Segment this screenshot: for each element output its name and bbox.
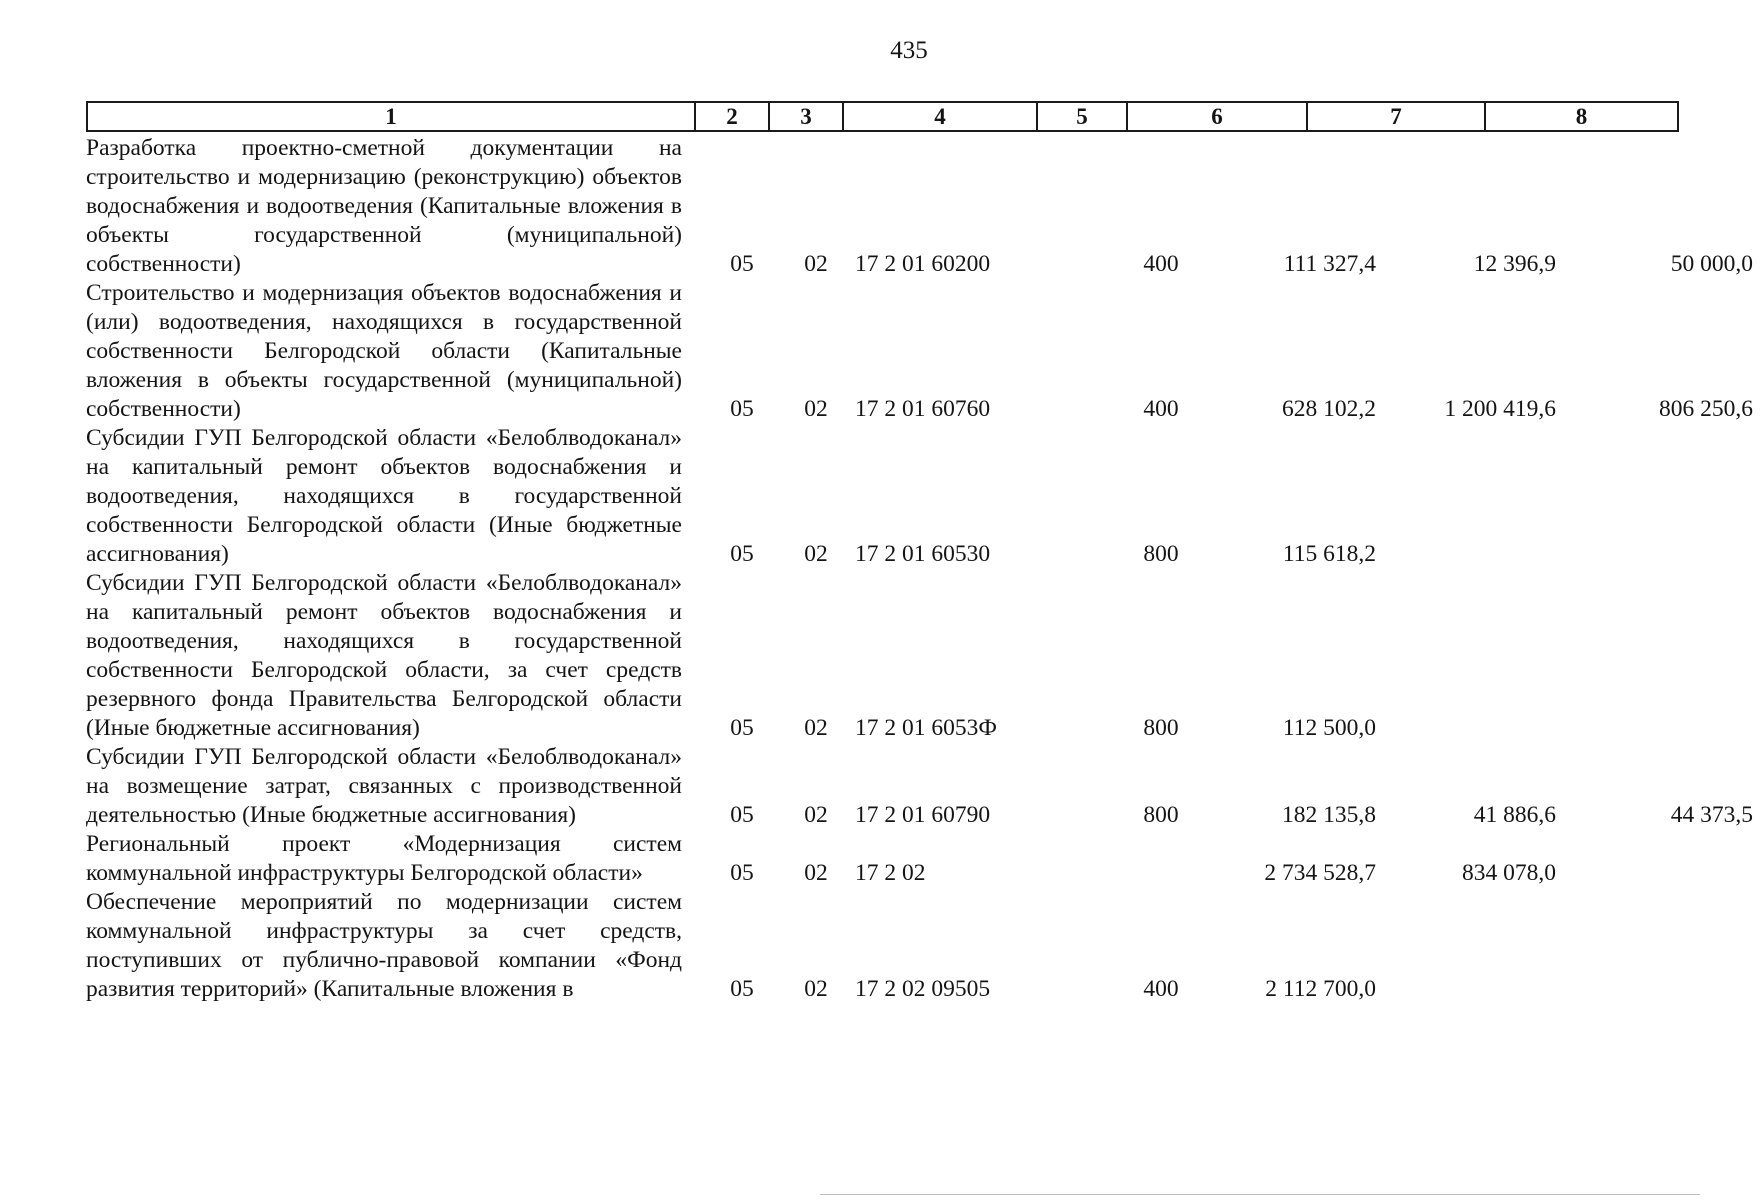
table-row: [86, 830, 1686, 888]
row-amount-col6: 628 102,2: [1282, 396, 1376, 422]
row-amount-col8: 806 250,6: [1659, 396, 1753, 422]
table-body: [86, 134, 1753, 1004]
column-header-3: 3: [769, 102, 843, 131]
row-description: Субсидии ГУП Белгородской области «Белоблводоканал» на возмещение затрат, связанных с производственной деятельностью (Иные бюджетные ассигнования): [86, 744, 682, 828]
column-header-8: 8: [1485, 102, 1678, 131]
row-target-article: 17 2 02 09505: [855, 976, 991, 1002]
row-subsection-code: 02: [804, 541, 828, 567]
row-target-article: 17 2 01 60530: [855, 541, 991, 567]
row-target-article: 17 2 01 60200: [855, 251, 991, 277]
row-expense-type: 400: [1143, 976, 1179, 1002]
table-row: [86, 134, 1753, 279]
table-row: [86, 888, 1686, 1004]
row-description: Строительство и модернизация объектов водоснабжения и (или) водоотведения, находящихся в государственной собственности Белгородской области (Капитальные вложения в объекты государственной (муниципальной) собственности): [86, 280, 682, 422]
row-description: Субсидии ГУП Белгородской области «Белоблводоканал» на капитальный ремонт объектов водоснабжения и водоотведения, находящихся в государственной собственности Белгородской области, за счет средств резервного фонда Правительства Белгородской области (Иные бюджетные ассигнования): [86, 570, 682, 741]
table-row: [86, 569, 1686, 743]
column-header-4: 4: [843, 102, 1037, 131]
page-number: 435: [890, 37, 928, 64]
row-section-code: 05: [730, 860, 754, 886]
row-expense-type: 800: [1143, 541, 1179, 567]
row-description: Субсидии ГУП Белгородской области «Белоблводоканал» на капитальный ремонт объектов водоснабжения и водоотведения, находящихся в государственной собственности Белгородской области (Иные бюджетные ассигнования): [86, 425, 682, 567]
table-row: [86, 279, 1753, 424]
row-section-code: 05: [730, 541, 754, 567]
row-amount-col6: 111 327,4: [1283, 251, 1376, 277]
column-header-7: 7: [1307, 102, 1485, 131]
row-target-article: 17 2 01 6053Ф: [855, 715, 997, 741]
row-amount-col7: 12 396,9: [1473, 251, 1556, 277]
row-target-article: 17 2 01 60760: [855, 396, 991, 422]
row-description: Региональный проект «Модернизация систем коммунальной инфраструктуры Белгородской области»: [86, 831, 682, 886]
row-amount-col8: 44 373,5: [1670, 802, 1753, 828]
row-section-code: 05: [730, 802, 754, 828]
row-subsection-code: 02: [804, 396, 828, 422]
column-header-1: 1: [87, 102, 695, 131]
table-header: [86, 101, 1679, 132]
row-subsection-code: 02: [804, 802, 828, 828]
row-amount-col7: 1 200 419,6: [1444, 396, 1556, 422]
row-expense-type: 800: [1143, 802, 1179, 828]
row-expense-type: 800: [1143, 715, 1179, 741]
row-section-code: 05: [730, 715, 754, 741]
table-row: [86, 424, 1686, 569]
row-amount-col6: 2 734 528,7: [1264, 860, 1376, 886]
row-amount-col6: 2 112 700,0: [1265, 976, 1376, 1002]
row-subsection-code: 02: [804, 860, 828, 886]
row-amount-col8: 50 000,0: [1670, 251, 1753, 277]
row-amount-col6: 115 618,2: [1282, 541, 1376, 567]
row-subsection-code: 02: [804, 251, 828, 277]
bottom-rule: [820, 1194, 1700, 1195]
row-target-article: 17 2 02: [855, 860, 926, 886]
table-row: [86, 743, 1753, 830]
column-header-2: 2: [695, 102, 769, 131]
row-amount-col7: 41 886,6: [1473, 802, 1556, 828]
row-section-code: 05: [730, 396, 754, 422]
row-section-code: 05: [730, 976, 754, 1002]
row-expense-type: 400: [1143, 251, 1179, 277]
row-subsection-code: 02: [804, 715, 828, 741]
row-amount-col6: 182 135,8: [1282, 802, 1376, 828]
row-description: Разработка проектно-сметной документации на строительство и модернизацию (реконструкцию) объектов водоснабжения и водоотведения (Капитальные вложения в объекты государственной (муниципальной) собственности): [86, 135, 682, 277]
row-target-article: 17 2 01 60790: [855, 802, 991, 828]
row-section-code: 05: [730, 251, 754, 277]
row-description: Обеспечение мероприятий по модернизации систем коммунальной инфраструктуры за счет средств, поступивших от публично-правовой компании «Фонд развития территорий» (Капитальные вложения в: [86, 889, 682, 1002]
row-subsection-code: 02: [804, 976, 828, 1002]
row-amount-col6: 112 500,0: [1282, 715, 1376, 741]
row-expense-type: 400: [1143, 396, 1179, 422]
row-amount-col7: 834 078,0: [1462, 860, 1556, 886]
column-header-5: 5: [1037, 102, 1127, 131]
column-header-6: 6: [1127, 102, 1307, 131]
